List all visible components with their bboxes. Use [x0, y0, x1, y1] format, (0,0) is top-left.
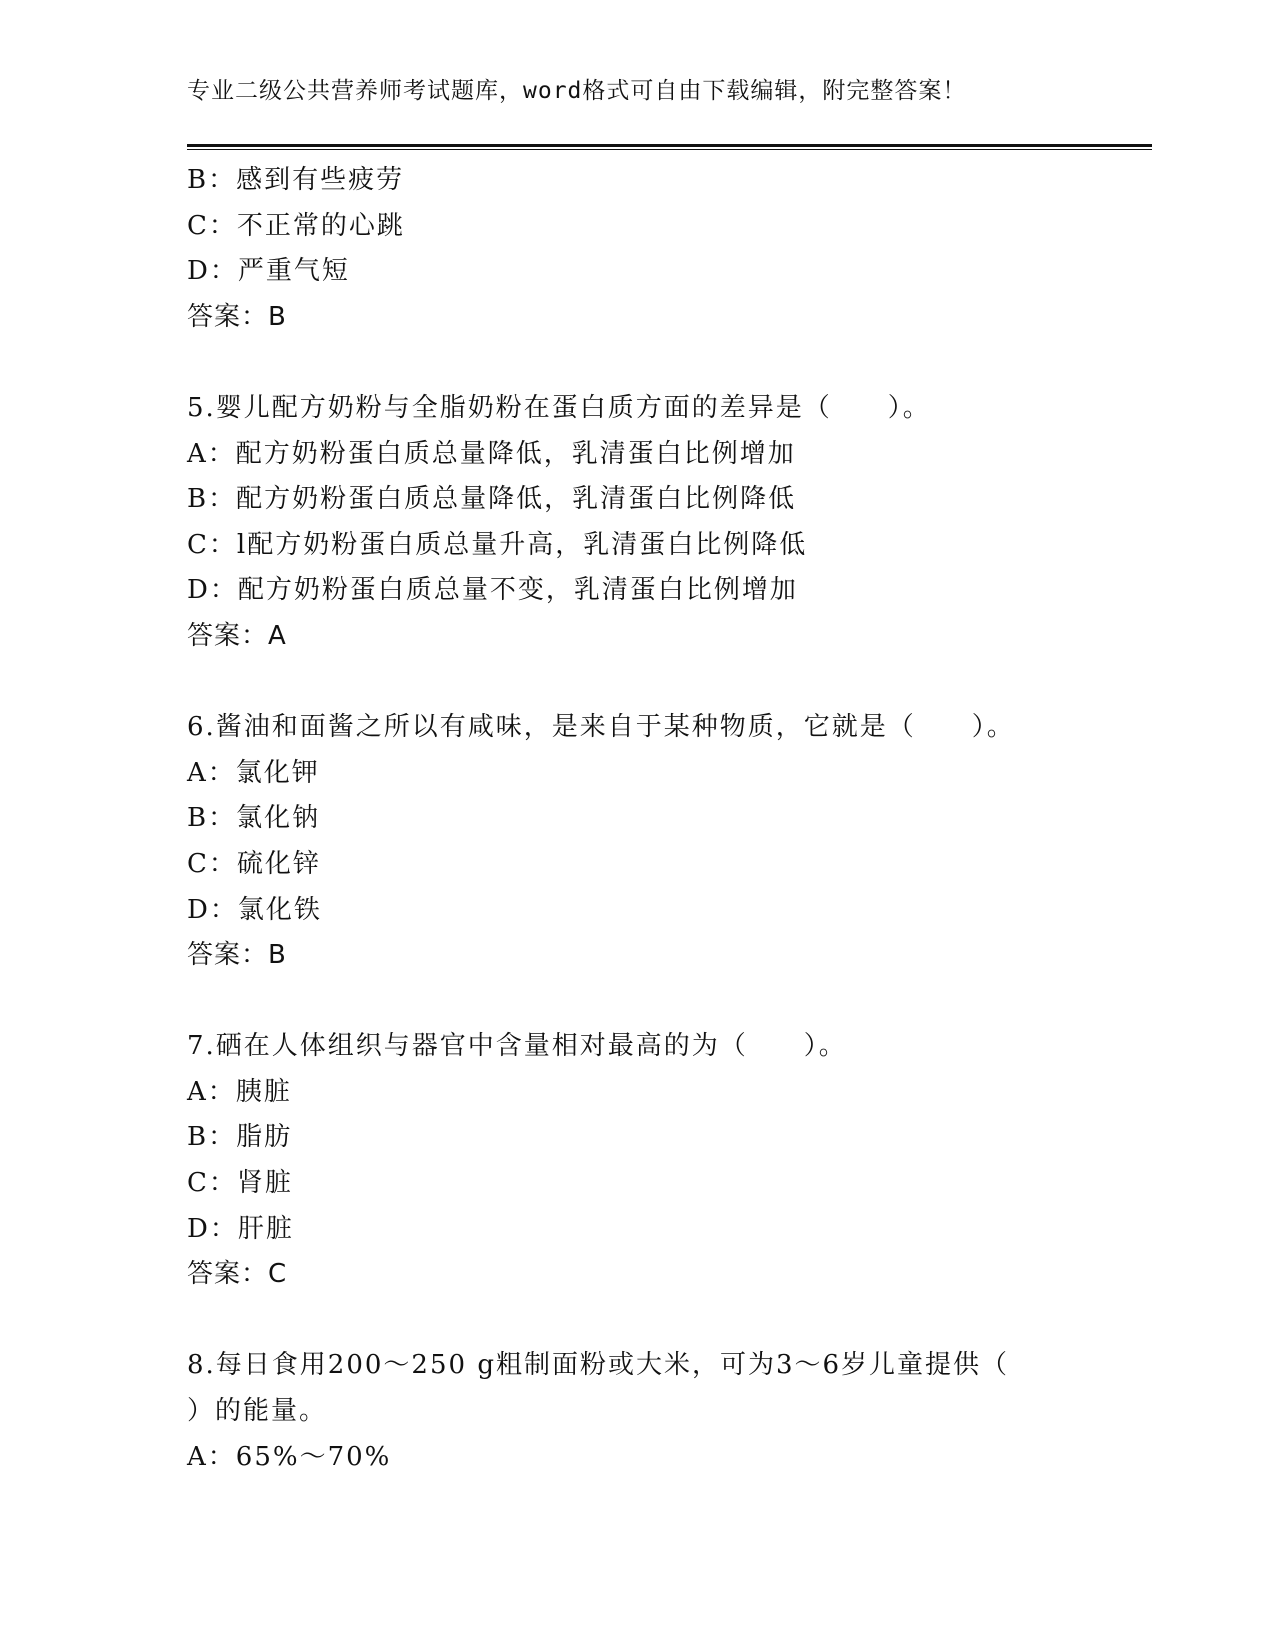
- question-6: [187, 705, 1147, 979]
- question-4-tail: [187, 158, 1147, 340]
- question-text: 6.酱油和面酱之所以有咸味，是来自于某种物质，它就是（ ）。: [187, 712, 1015, 743]
- option-a: A：65%～70%: [187, 1441, 392, 1472]
- option-b: B：脂肪: [187, 1122, 293, 1153]
- question-5: [187, 386, 1147, 660]
- answer-line: 答案：B: [187, 301, 287, 332]
- answer-line: 答案：B: [187, 940, 287, 971]
- question-text-line-1: 8.每日食用200～250 g粗制面粉或大米，可为3～6岁儿童提供（: [187, 1350, 1010, 1381]
- answer-line: 答案：C: [187, 1259, 288, 1290]
- answer-line: 答案：A: [187, 620, 287, 651]
- question-list: [187, 158, 1147, 1480]
- option-b: B：配方奶粉蛋白质总量降低，乳清蛋白比例降低: [187, 484, 797, 515]
- option-c: C：l配方奶粉蛋白质总量升高，乳清蛋白比例降低: [187, 529, 808, 560]
- option-b: B：感到有些疲劳: [187, 165, 405, 195]
- option-a: A：氯化钾: [187, 757, 320, 788]
- question-8: [187, 1343, 1147, 1480]
- option-c: C：不正常的心跳: [187, 210, 405, 241]
- option-d: D：氯化铁: [187, 894, 322, 925]
- spacer: [187, 660, 1147, 706]
- header-divider: [187, 144, 1152, 150]
- option-b: B：氯化钠: [187, 803, 321, 834]
- option-d: D：配方奶粉蛋白质总量不变，乳清蛋白比例增加: [187, 575, 798, 606]
- spacer: [187, 1298, 1147, 1344]
- option-d: D：肝脏: [187, 1213, 294, 1244]
- question-7: [187, 1024, 1147, 1298]
- question-text: 5.婴儿配方奶粉与全脂奶粉在蛋白质方面的差异是（ ）。: [187, 392, 931, 423]
- page-header: 专业二级公共营养师考试题库，word格式可自由下载编辑，附完整答案！: [187, 78, 967, 104]
- question-text: 7.硒在人体组织与器官中含量相对最高的为（ ）。: [187, 1031, 847, 1062]
- option-a: A：胰脏: [187, 1076, 292, 1107]
- spacer: [187, 340, 1147, 386]
- option-d: D：严重气短: [187, 256, 350, 287]
- option-c: C：肾脏: [187, 1168, 293, 1199]
- question-text-line-2: ）的能量。: [187, 1396, 328, 1427]
- option-c: C：硫化锌: [187, 848, 321, 879]
- spacer: [187, 979, 1147, 1025]
- option-a: A：配方奶粉蛋白质总量降低，乳清蛋白比例增加: [187, 438, 796, 469]
